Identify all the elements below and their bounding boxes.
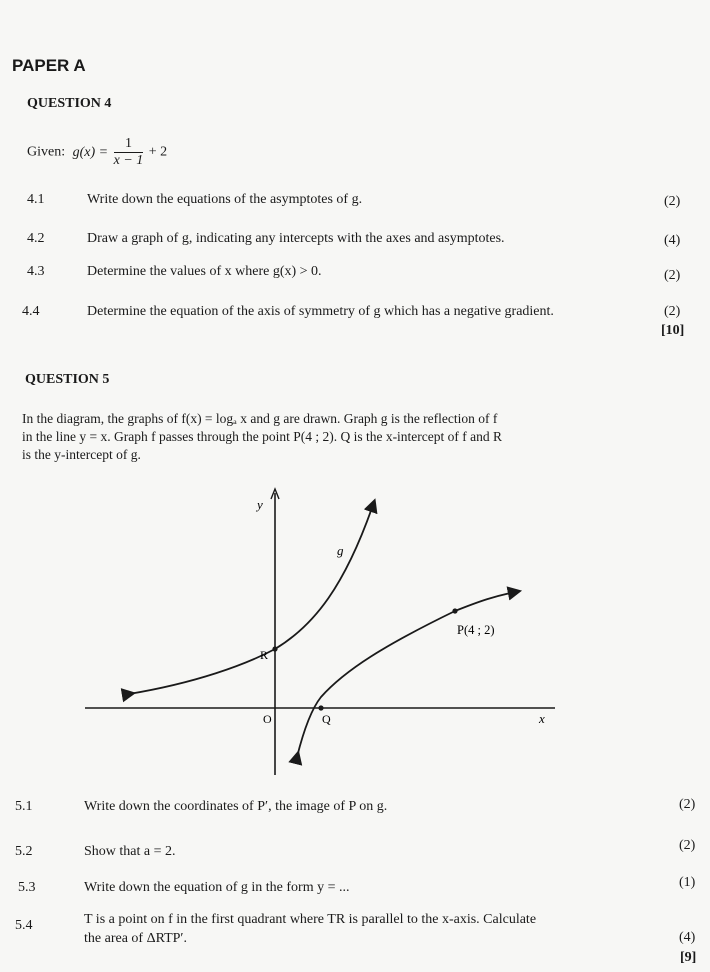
q4-item-num: 4.4 (22, 304, 40, 319)
q5-item-text: T is a point on f in the first quadrant where TR is parallel to the x-axis. Calculate (84, 912, 537, 927)
given-lhs: g(x) = (72, 144, 109, 160)
given-fraction (114, 136, 144, 169)
q4-total: [10] (661, 323, 685, 338)
q4-item-mark: (2) (664, 194, 681, 209)
q5-item-mark: (2) (679, 838, 696, 853)
question-5-title: QUESTION 5 (25, 372, 110, 387)
q5-graph (85, 485, 565, 780)
q5-total: [9] (680, 950, 697, 965)
given-tail: + 2 (148, 144, 168, 160)
origin-label: O (263, 712, 272, 726)
q4-item-num: 4.1 (27, 192, 45, 207)
q4-item-mark: (4) (664, 233, 681, 248)
point-q (318, 705, 323, 710)
q5-intro-line: is the y-intercept of g. (22, 447, 141, 462)
q-label: Q (322, 712, 331, 726)
paper-label: PAPER A (12, 56, 86, 75)
graph-f-curve (297, 592, 515, 757)
q5-item-mark: (1) (679, 875, 696, 890)
q4-item-text: Determine the values of x where g(x) > 0. (87, 264, 322, 279)
given-prefix: Given: (27, 144, 66, 160)
q5-item-text: Write down the coordinates of P′, the image of P on g. (84, 799, 388, 814)
q4-item-text: Determine the equation of the axis of symmetry of g which has a negative gradient. (87, 304, 554, 319)
y-axis-label: y (257, 497, 263, 512)
q4-item-text: Write down the equations of the asymptotes of g. (87, 192, 363, 207)
q5-item-mark: (4) (679, 930, 696, 945)
q5-item-text: the area of ΔRTP′. (84, 931, 187, 946)
q5-item-text: Write down the equation of g in the form y = ... (84, 880, 350, 895)
q4-item-mark: (2) (664, 304, 681, 319)
q5-item-num: 5.1 (15, 799, 33, 814)
point-p (452, 608, 457, 613)
graph-g-curve (129, 505, 373, 694)
q5-item-text: Show that a = 2. (84, 844, 176, 859)
q4-item-num: 4.3 (27, 264, 45, 279)
q5-intro-line: in the line y = x. Graph f passes through the point P(4 ; 2). Q is the x-intercept of f and R (22, 429, 503, 444)
fraction-denominator: x − 1 (113, 153, 144, 168)
p-label: P(4 ; 2) (457, 623, 495, 637)
x-axis-label: x (539, 711, 545, 726)
q5-item-num: 5.3 (18, 880, 36, 895)
fraction-numerator: 1 (114, 136, 144, 153)
g-label: g (337, 543, 344, 558)
point-r (272, 646, 277, 651)
q5-item-mark: (2) (679, 797, 696, 812)
question-4-title: QUESTION 4 (27, 96, 112, 111)
q4-item-mark: (2) (664, 268, 681, 283)
q4-item-text: Draw a graph of g, indicating any intercepts with the axes and asymptotes. (87, 231, 505, 246)
q4-given (27, 136, 167, 169)
q5-item-num: 5.4 (15, 918, 33, 933)
q5-item-num: 5.2 (15, 844, 33, 859)
q5-intro-line: In the diagram, the graphs of f(x) = logₐ x and g are drawn. Graph g is the reflection of f (22, 411, 498, 426)
q4-item-num: 4.2 (27, 231, 45, 246)
r-label: R (260, 648, 269, 662)
